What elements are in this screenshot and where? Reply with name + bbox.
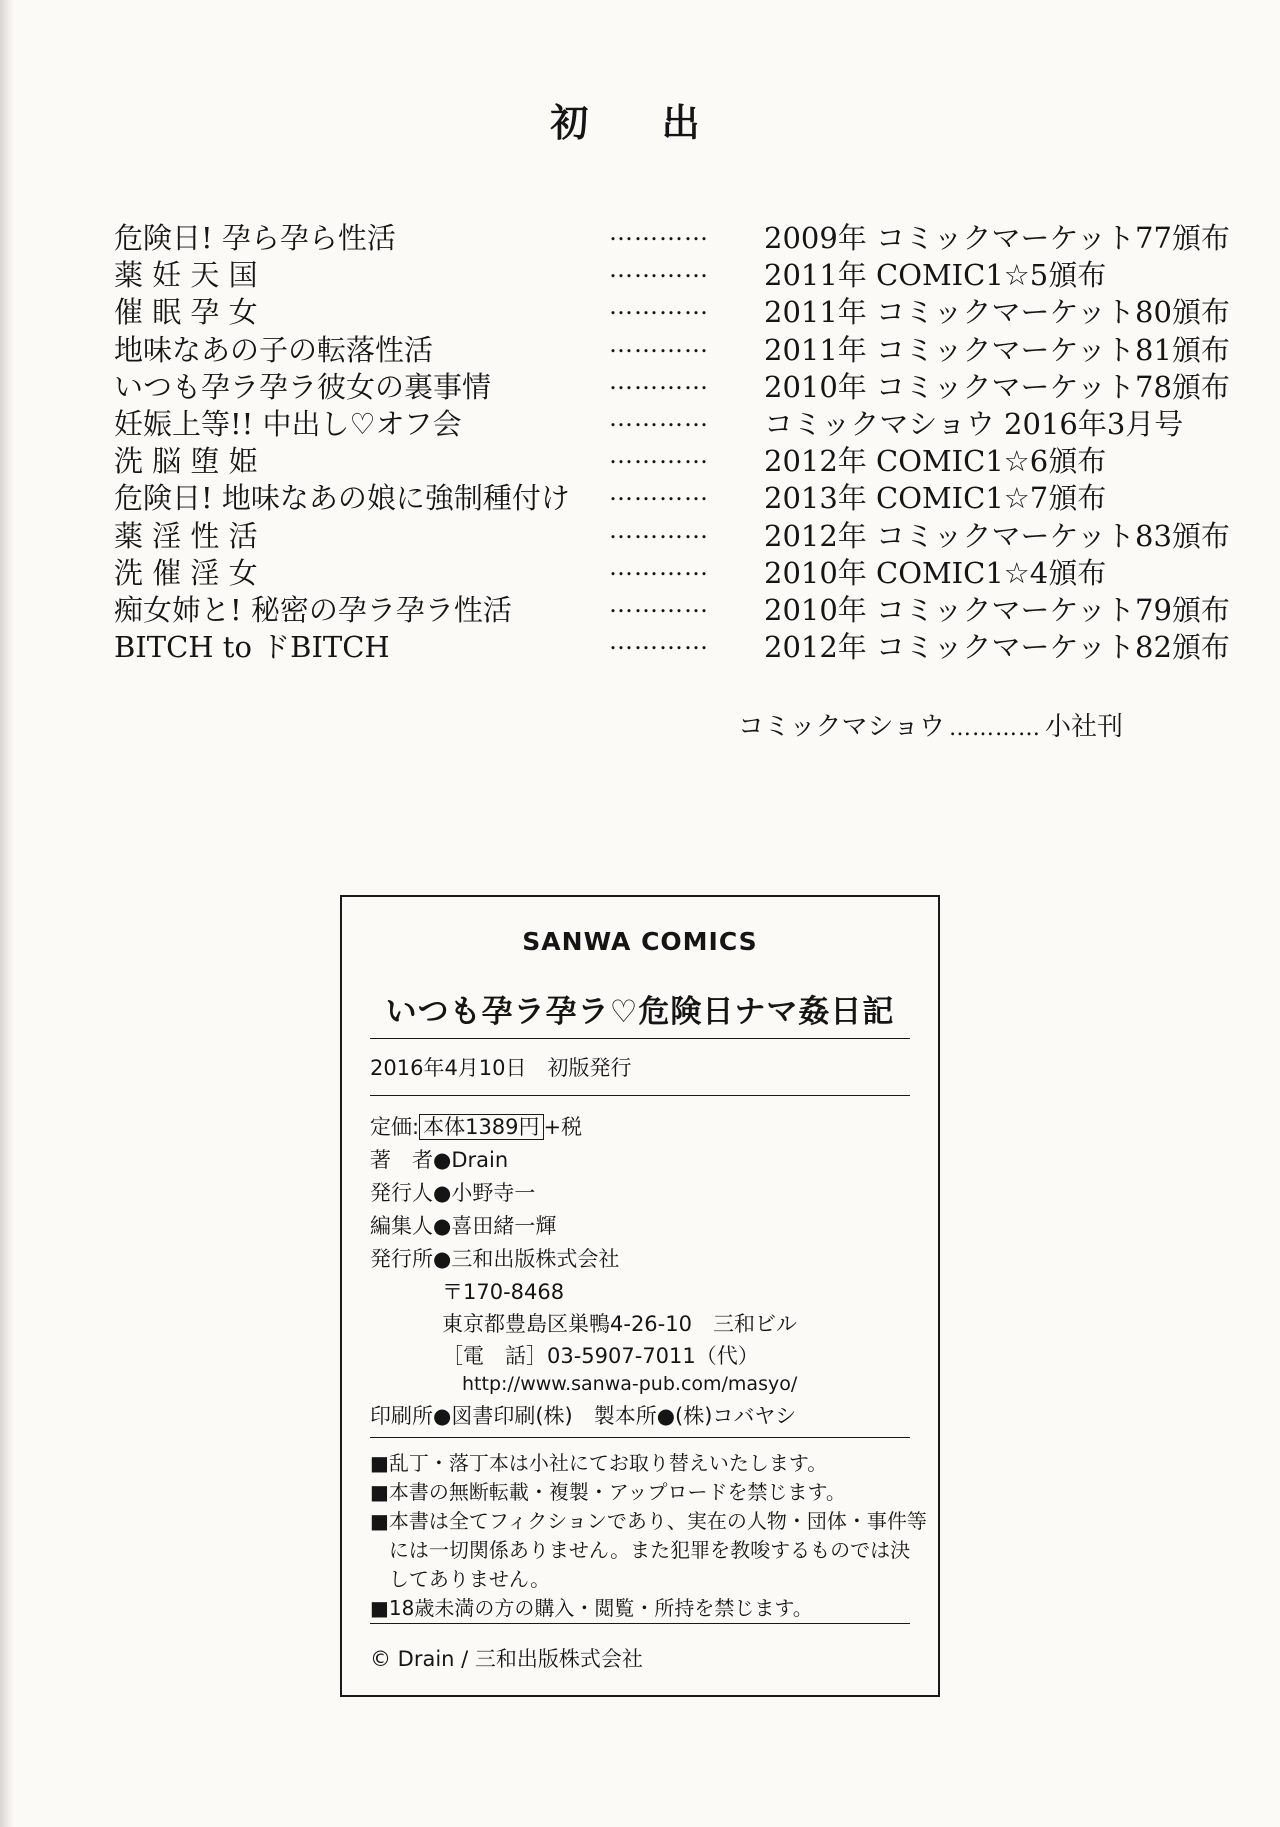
leader-dots: ………… <box>609 292 709 321</box>
page-edge-shadow <box>0 0 14 1827</box>
editor-line: 編集人●喜田緒一輝 <box>370 1214 557 1238</box>
price-box: 本体1389円 <box>419 1114 543 1140</box>
work-source: 2012年 コミックマーケット82頒布 <box>764 630 1230 665</box>
magazine-note <box>738 706 1123 743</box>
work-title: 妊娠上等!! 中出し♡オフ会 <box>114 406 462 441</box>
leader-dots: ………… <box>609 329 709 358</box>
price-tax: +税 <box>543 1115 583 1139</box>
square-bullet-icon: ■ <box>370 1509 389 1533</box>
leader-dots: ………… <box>948 716 1041 741</box>
work-source: 2012年 COMIC1☆6頒布 <box>764 444 1107 479</box>
website-url: http://www.sanwa-pub.com/masyo/ <box>462 1373 798 1395</box>
work-title: 危険日! 孕ら孕ら性活 <box>114 221 396 255</box>
notice-item <box>370 1449 930 1478</box>
printer-line: 印刷所●図書印刷(株) 製本所●(株)コバヤシ <box>370 1404 797 1428</box>
leader-dots: ………… <box>609 627 709 656</box>
colophon-box <box>340 895 940 1697</box>
leader-dots: ………… <box>609 589 709 618</box>
phone: ［電 話］03-5907-7011（代） <box>442 1344 759 1368</box>
notice-list <box>370 1449 930 1623</box>
divider <box>370 1623 910 1624</box>
leader-dots: ………… <box>609 478 709 507</box>
first-appearance-list <box>114 218 1230 666</box>
notice-item <box>370 1594 930 1623</box>
leader-dots: ………… <box>609 403 709 432</box>
notice-item <box>370 1478 930 1507</box>
leader-dots: ………… <box>609 515 709 544</box>
work-source: 2010年 コミックマーケット78頒布 <box>764 369 1230 404</box>
work-title: 地味なあの子の転落性活 <box>114 332 434 367</box>
work-source: 2012年 コミックマーケット83頒布 <box>764 518 1230 553</box>
square-bullet-icon: ■ <box>370 1480 389 1504</box>
work-title: いつも孕ラ孕ラ彼女の裏事情 <box>114 369 492 404</box>
work-title: 危険日! 地味なあの娘に強制種付け <box>114 481 570 516</box>
work-source: コミックマショウ 2016年3月号 <box>764 406 1184 441</box>
work-title: 洗 脳 堕 姫 <box>114 444 258 479</box>
publication-date: 2016年4月10日 初版発行 <box>370 1056 632 1080</box>
notice-text: 本書は全てフィクションであり、実在の人物・団体・事件等には一切関係ありません。また犯罪を教唆するものでは決してありません。 <box>388 1509 927 1591</box>
work-source: 2009年 コミックマーケット77頒布 <box>764 221 1230 255</box>
work-source: 2011年 COMIC1☆5頒布 <box>764 258 1107 293</box>
work-title: BITCH to ドBITCH <box>114 630 390 665</box>
notice-text: 本書の無断転載・複製・アップロードを禁じます。 <box>388 1480 846 1504</box>
divider <box>370 1038 910 1039</box>
work-source: 2011年 コミックマーケット80頒布 <box>764 295 1230 330</box>
divider <box>370 1437 910 1438</box>
imprint-label: SANWA COMICS <box>522 927 758 956</box>
price-label: 定価: <box>370 1115 420 1139</box>
leader-dots: ………… <box>609 552 709 581</box>
leader-dots: ………… <box>609 441 709 470</box>
author-line: 著 者●Drain <box>370 1148 509 1172</box>
work-source: 2011年 コミックマーケット81頒布 <box>764 332 1230 367</box>
work-source: 2010年 COMIC1☆4頒布 <box>764 555 1107 590</box>
leader-dots: ………… <box>609 218 709 246</box>
work-source: 2010年 コミックマーケット79頒布 <box>764 592 1230 627</box>
postal-code: 〒170-8468 <box>442 1280 565 1304</box>
publisher-company-line: 発行所●三和出版株式会社 <box>370 1247 620 1271</box>
publisher-person-line: 発行人●小野寺一 <box>370 1181 536 1205</box>
work-title: 催 眠 孕 女 <box>114 295 258 330</box>
square-bullet-icon: ■ <box>370 1596 389 1620</box>
square-bullet-icon: ■ <box>370 1451 389 1475</box>
work-source: 2013年 COMIC1☆7頒布 <box>764 481 1107 516</box>
work-title: 痴女姉と! 秘密の孕ラ孕ラ性活 <box>114 592 512 627</box>
notice-item <box>370 1507 930 1594</box>
copyright: © Drain / 三和出版株式会社 <box>370 1647 643 1671</box>
list-item <box>114 627 1230 666</box>
first-appearance-heading: 初 出 <box>550 100 730 145</box>
divider <box>370 1095 910 1096</box>
leader-dots: ………… <box>609 366 709 395</box>
leader-dots: ………… <box>609 255 709 284</box>
notice-text: 乱丁・落丁本は小社にてお取り替えいたします。 <box>388 1451 828 1475</box>
price-line <box>370 1111 582 1141</box>
work-title: 薬 淫 性 活 <box>114 518 258 553</box>
magazine-publisher: 小社刊 <box>1044 712 1123 742</box>
book-title: いつも孕ラ孕ラ♡危険日ナマ姦日記 <box>385 994 895 1030</box>
work-title: 洗 催 淫 女 <box>114 555 258 590</box>
magazine-name: コミックマショウ <box>738 712 945 742</box>
work-title: 薬 妊 天 国 <box>114 258 258 293</box>
address: 東京都豊島区巣鴨4-26-10 三和ビル <box>442 1312 797 1336</box>
notice-text: 18歳未満の方の購入・閲覧・所持を禁じます。 <box>388 1596 813 1620</box>
